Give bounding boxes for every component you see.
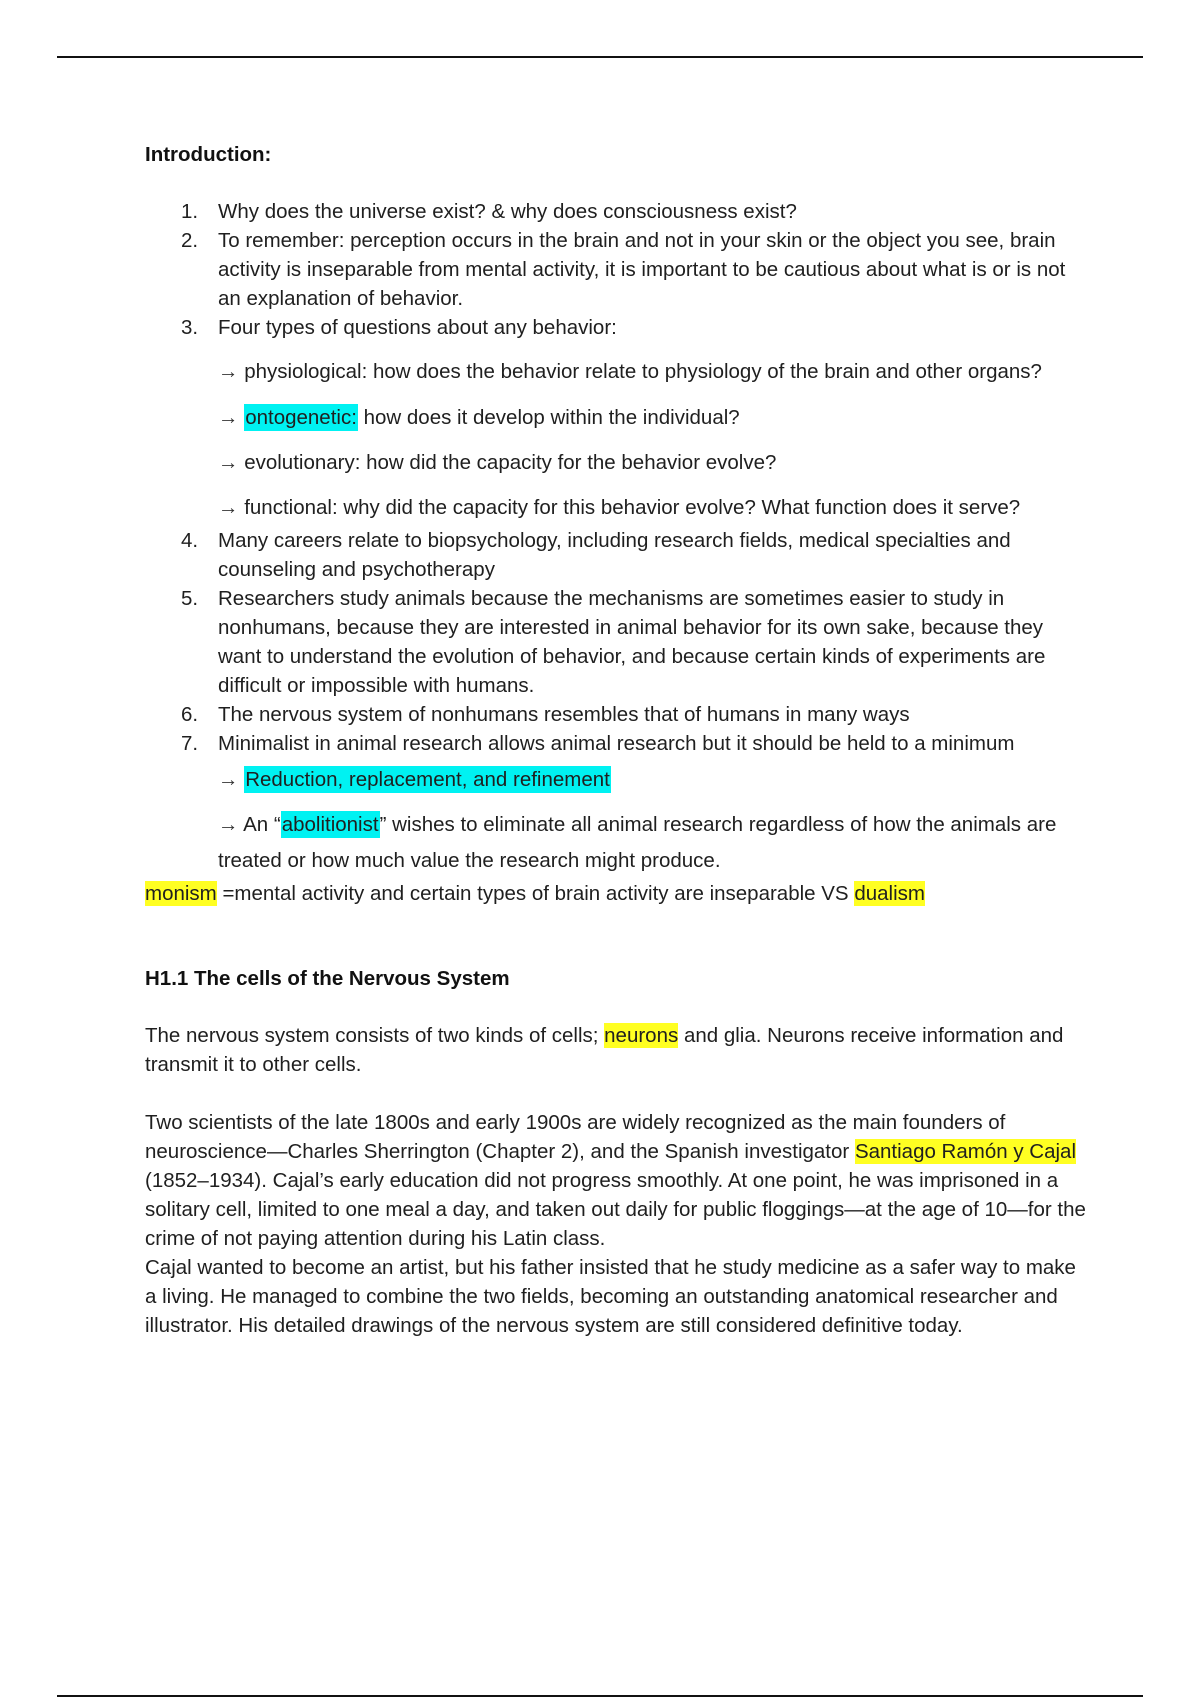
minimalist-sub-list [218, 765, 1090, 879]
highlight-neurons: neurons [604, 1024, 679, 1047]
arrow-icon: → [218, 406, 239, 429]
list-number: 7. [181, 732, 199, 755]
bottom-rule [57, 1695, 1143, 1697]
document-body [145, 140, 1090, 1340]
highlight-three-rs: Reduction, replacement, and refinement [245, 768, 610, 791]
sub-item-evolutionary [218, 448, 1090, 477]
sub-item-ontogenetic [218, 403, 1090, 432]
list-item [145, 700, 1090, 729]
arrow-icon: → [218, 813, 239, 836]
highlight-monism: monism [145, 882, 217, 905]
sub-item-text: An “ [243, 813, 281, 836]
highlight-abolitionist: abolitionist [281, 813, 379, 836]
paragraph-gap [145, 1079, 1090, 1108]
sub-item-text: evolutionary: how did the capacity for the behavior evolve? [244, 451, 777, 474]
sub-item-text: functional: why did the capacity for this behavior evolve? What function does it serve? [244, 496, 1021, 519]
arrow-icon: → [218, 451, 239, 474]
list-item [145, 226, 1090, 313]
paragraph-cells [145, 1021, 1090, 1079]
question-types-list [218, 349, 1090, 522]
intro-list [145, 197, 1090, 879]
arrow-icon: → [218, 496, 239, 519]
intro-heading: Introduction: [145, 143, 272, 166]
list-number: 1. [181, 200, 199, 223]
highlight-ontogenetic: ontogenetic: [245, 406, 357, 429]
monism-text: =mental activity and certain types of brain activity are inseparable VS [216, 882, 855, 905]
paragraph-cajal-artist: Cajal wanted to become an artist, but his father insisted that he study medicine as a safer way to make a living. He managed to combine the two fields, becoming an outstanding anatomical researcher and illustrator. His detailed drawings of the nervous system are still considered definitive today. [145, 1256, 1076, 1337]
list-item-text: Researchers study animals because the mechanisms are sometimes easier to study in nonhumans, because they are interested in animal behavior for its own sake, because they want to understand the evolution of behavior, and because certain kinds of experiments are difficult or impossible with humans. [218, 587, 1046, 697]
arrow-icon: → [218, 360, 239, 383]
list-item-text: Why does the universe exist? & why does consciousness exist? [218, 200, 797, 223]
monism-definition [145, 879, 1090, 908]
arrow-icon: → [218, 768, 239, 791]
list-number: 5. [181, 587, 199, 610]
list-item-text: The nervous system of nonhumans resembles that of humans in many ways [218, 703, 910, 726]
list-number: 4. [181, 529, 199, 552]
sub-item-text: physiological: how does the behavior relate to physiology of the brain and other organs? [244, 360, 1042, 383]
list-number: 2. [181, 229, 199, 252]
list-item [145, 584, 1090, 700]
list-item-text: To remember: perception occurs in the brain and not in your skin or the object you see, brain activity is inseparable from mental activity, it is important to be cautious about what is or is not an explanation of behavior. [218, 229, 1066, 310]
paragraph-founders [145, 1108, 1090, 1253]
paragraph-text: (1852–1934). Cajal’s early education did not progress smoothly. At one point, he was imprisoned in a solitary cell, limited to one meal a day, and taken out daily for public floggings—at the age of 10—for the crime of not paying attention during his Latin class. [145, 1169, 1086, 1250]
list-number: 6. [181, 703, 199, 726]
sub-item-three-rs [218, 765, 1090, 794]
section-heading: H1.1 The cells of the Nervous System [145, 967, 510, 990]
list-item-text: Four types of questions about any behavior: [218, 316, 617, 339]
sub-item-text: how does it develop within the individual? [357, 406, 740, 429]
highlight-dualism: dualism [854, 882, 925, 905]
sub-item-functional [218, 493, 1090, 522]
list-item-text: Many careers relate to biopsychology, including research fields, medical specialties and counseling and psychotherapy [218, 529, 1011, 581]
paragraph-text: The nervous system consists of two kinds of cells; [145, 1024, 605, 1047]
list-item [145, 313, 1090, 522]
sub-item-abolitionist [218, 807, 1090, 879]
top-rule [57, 56, 1143, 58]
list-item [145, 729, 1090, 879]
paragraph-text: Two scientists of the late 1800s and early 1900s are widely recognized as the main founders of neuroscience—Charles Sherrington (Chapter 2), and the Spanish investigator [145, 1111, 1006, 1163]
list-item [145, 526, 1090, 584]
paragraph-text: and glia. Neurons receive information and transmit it to other cells. [145, 1024, 1064, 1076]
list-item [145, 197, 1090, 226]
list-item-text: Minimalist in animal research allows animal research but it should be held to a minimum [218, 732, 1015, 755]
highlight-cajal: Santiago Ramón y Cajal [854, 1140, 1077, 1163]
list-number: 3. [181, 316, 199, 339]
sub-item-text: ” wishes to eliminate all animal research regardless of how the animals are treated or how much value the research might produce. [218, 813, 1057, 872]
sub-item-physiological [218, 349, 1090, 394]
